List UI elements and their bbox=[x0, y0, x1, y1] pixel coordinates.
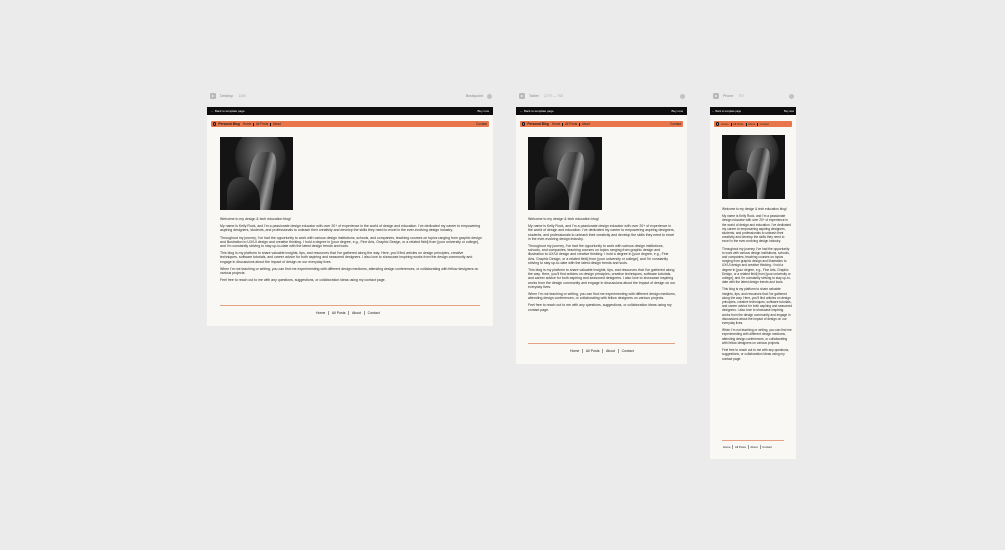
paragraph: Feel free to reach out to me with any questions, suggestions, or collaboration ideas using my contact page. bbox=[528, 303, 672, 312]
paragraph: My name is Kelly Rock, and I'm a passionate design educator with over 20+ of experience in the world of design and education. I've dedicated my career to empowering aspiring designers, students, and professionals to unleash their creativity and develop the skills they need to excel in the ever-evolving design industry. bbox=[528, 224, 675, 241]
footer-divider-mark bbox=[602, 349, 603, 352]
frame-name: Phone bbox=[723, 94, 734, 98]
nav-divider bbox=[746, 123, 747, 126]
buy-now-link[interactable]: Buy now bbox=[671, 109, 683, 113]
footer-home[interactable]: Home bbox=[570, 349, 580, 353]
logo-icon[interactable] bbox=[213, 122, 216, 125]
top-bar bbox=[516, 107, 687, 115]
paragraph: Welcome to my design & tech education blog! bbox=[722, 207, 787, 211]
buy-now-link[interactable]: Buy now bbox=[477, 109, 489, 113]
nav-bar bbox=[211, 121, 489, 127]
paragraph: Throughout my journey, I've had the opportunity to work with various design institutions, schools, and companies, teaching courses on topics ranging from graphic design and illustration to UX/UI design and creative thinking. I hold a degree in [your degree, e.g., Fine Arts, Graphic Design, or a related field] from [your university or college], and I'm constantly striving to stay up-to-date with the latest design trends and tools. bbox=[722, 246, 791, 285]
nav-all-posts[interactable]: All Posts bbox=[733, 122, 744, 126]
frame-name: Desktop bbox=[220, 94, 234, 98]
footer-divider-mark bbox=[760, 445, 761, 448]
desktop-frame-label bbox=[210, 90, 492, 102]
footer-divider bbox=[220, 305, 480, 306]
paragraph: When I'm not teaching or writing, you can find me experimenting with different design mediums, attending design conferences, or collaborating with fellow designers on various projects. bbox=[528, 292, 676, 301]
nav-brand[interactable]: Personal Blog bbox=[218, 122, 240, 126]
profile-photo bbox=[722, 135, 785, 199]
article-body bbox=[722, 207, 792, 364]
breakpoint-label[interactable]: Breakpoint bbox=[465, 94, 483, 98]
gear-icon[interactable] bbox=[680, 94, 685, 99]
footer-divider-mark bbox=[748, 445, 749, 448]
tablet-frame-label bbox=[519, 90, 685, 102]
nav-divider bbox=[757, 123, 758, 126]
gear-icon[interactable] bbox=[487, 94, 492, 99]
nav-about[interactable]: About bbox=[748, 122, 756, 126]
footer-divider-mark bbox=[582, 349, 583, 352]
footer-about[interactable]: About bbox=[750, 445, 758, 449]
footer-nav bbox=[570, 349, 634, 353]
paragraph: Feel free to reach out to me with any questions, suggestions, or collaboration ideas using my contact page. bbox=[722, 348, 790, 361]
desktop-frame bbox=[207, 107, 493, 326]
paragraph: This blog is my platform to share valuable insights, tips, and resources that I've gathered along the way. Here, you'll find articles on design principles, creative techniques, software tutorials, and career advice for both aspiring and seasoned designers. I also love to showcase inspiring works from the design community and engage in discussions about the impact of design on our everyday lives. bbox=[220, 251, 473, 264]
footer-home[interactable]: Home bbox=[723, 445, 731, 449]
phone-frame bbox=[710, 107, 796, 459]
footer-nav bbox=[723, 445, 772, 449]
paragraph: Feel free to reach out to me with any questions, suggestions, or collaboration ideas using my contact page. bbox=[220, 278, 386, 283]
article-body bbox=[220, 217, 482, 285]
paragraph: When I'm not teaching or writing, you can find me experimenting with different design mediums, attending design conferences, or collaborating with fellow designers on various projects. bbox=[722, 328, 792, 345]
nav-about[interactable]: About bbox=[581, 122, 591, 126]
footer-all-posts[interactable]: All Posts bbox=[585, 349, 600, 353]
footer-home[interactable]: Home bbox=[316, 311, 326, 315]
footer-about[interactable]: About bbox=[351, 311, 362, 315]
profile-photo bbox=[528, 137, 602, 210]
nav-home[interactable]: Home bbox=[242, 122, 252, 126]
footer-nav bbox=[316, 311, 380, 315]
nav-divider bbox=[253, 123, 254, 126]
buy-now-link[interactable]: Buy now bbox=[784, 109, 794, 113]
paragraph: My name is Kelly Rock, and I'm a passionate design educator with over 20+ of experience in the world of design and education. I've dedicated my career to empowering aspiring designers, students, and professionals to unleash their creativity and develop the skills they need to excel in the ever-evolving design industry. bbox=[220, 224, 481, 233]
footer-divider-mark bbox=[328, 311, 329, 314]
footer-contact[interactable]: Contact bbox=[367, 311, 380, 315]
footer-divider bbox=[722, 440, 784, 441]
play-icon[interactable] bbox=[210, 93, 216, 99]
phone-frame-label bbox=[713, 90, 794, 102]
paragraph: When I'm not teaching or writing, you can find me experimenting with different design mediums, attending design conferences, or collaborating with fellow designers on various projects. bbox=[220, 266, 479, 276]
top-bar bbox=[207, 107, 493, 115]
footer-divider-mark bbox=[348, 311, 349, 314]
nav-all-posts[interactable]: All Posts bbox=[564, 122, 578, 126]
paragraph: This blog is my platform to share valuable insights, tips, and resources that I've gathered along the way. Here, you'll find articles on design principles, creative techniques, software tutorials, and career advice for both aspiring and seasoned designers. I also love to showcase inspiring works from the design community and engage in discussions about the impact of design on our everyday lives. bbox=[722, 287, 792, 326]
footer-contact[interactable]: Contact bbox=[621, 349, 634, 353]
profile-photo bbox=[220, 137, 293, 210]
play-icon[interactable] bbox=[713, 93, 719, 99]
play-icon[interactable] bbox=[519, 93, 525, 99]
nav-about[interactable]: About bbox=[272, 122, 282, 126]
footer-all-posts[interactable]: All Posts bbox=[331, 311, 346, 315]
paragraph: Throughout my journey, I've had the opportunity to work with various design institutions, schools, and companies, teaching courses on topics ranging from graphic design and illustration to UX/UI design and creative thinking. I hold a degree in [your degree, e.g., Fine Arts, Graphic Design, or a related field] from [your university or college], and I'm constantly striving to stay up-to-date with the latest design trends and tools. bbox=[528, 244, 669, 265]
frame-size: 1279 — 768 bbox=[543, 94, 564, 98]
frame-size: 1280 bbox=[238, 94, 247, 98]
nav-contact[interactable]: Contact bbox=[670, 122, 681, 126]
back-link[interactable]: ← Back to template page bbox=[712, 109, 742, 113]
paragraph: My name is Kelly Rock, and I'm a passionate design educator with over 20+ of experience in the world of design and education. I've dedicated my career to empowering aspiring designers, students, and professionals to unleash their creativity and develop the skills they need to excel in the ever-evolving design industry. bbox=[722, 214, 792, 244]
footer-divider bbox=[528, 343, 675, 344]
top-bar bbox=[710, 107, 796, 115]
footer-divider-mark bbox=[618, 349, 619, 352]
footer-divider-mark bbox=[364, 311, 365, 314]
nav-divider bbox=[731, 123, 732, 126]
footer-all-posts[interactable]: All Posts bbox=[734, 445, 746, 449]
nav-bar bbox=[520, 121, 683, 127]
back-link[interactable]: ← Back to template page bbox=[211, 109, 245, 113]
paragraph: Throughout my journey, I've had the opportunity to work with various design institutions, schools, and companies, teaching courses on topics ranging from graphic design and illustration to UX/UI design and creative thinking. I hold a degree in [your degree, e.g., Fine Arts, Graphic Design, or a related field] from [your university or college], and I'm constantly striving to stay up-to-date with the latest design trends and tools. bbox=[220, 235, 482, 249]
frame-size: 767 bbox=[738, 94, 745, 98]
paragraph: Welcome to my design & tech education blog! bbox=[220, 217, 291, 221]
footer-contact[interactable]: Contact bbox=[762, 445, 772, 449]
tablet-frame bbox=[516, 107, 687, 364]
nav-home[interactable]: Home bbox=[721, 122, 729, 126]
article-body bbox=[528, 217, 676, 315]
paragraph: Welcome to my design & tech education blog! bbox=[528, 217, 599, 221]
logo-icon[interactable] bbox=[522, 122, 525, 125]
nav-divider bbox=[562, 123, 563, 126]
nav-contact[interactable]: Contact bbox=[759, 122, 769, 126]
footer-about[interactable]: About bbox=[605, 349, 616, 353]
nav-contact[interactable]: Contact bbox=[476, 122, 487, 126]
footer-divider-mark bbox=[732, 445, 733, 448]
back-link[interactable]: ← Back to template page bbox=[520, 109, 554, 113]
nav-bar bbox=[714, 121, 792, 127]
nav-all-posts[interactable]: All Posts bbox=[255, 122, 269, 126]
logo-icon[interactable] bbox=[716, 122, 719, 125]
frame-name: Tablet bbox=[529, 94, 539, 98]
nav-divider bbox=[270, 123, 271, 126]
nav-home[interactable]: Home bbox=[551, 122, 561, 126]
paragraph: This blog is my platform to share valuable insights, tips, and resources that I've gathered along the way. Here, you'll find articles on design principles, creative techniques, software tutorials, and career advice for both aspiring and seasoned designers. I also love to showcase inspiring works from the design community and engage in discussions about the impact of design on our everyday lives. bbox=[528, 268, 676, 289]
nav-brand[interactable]: Personal Blog bbox=[527, 122, 549, 126]
nav-divider bbox=[579, 123, 580, 126]
gear-icon[interactable] bbox=[789, 94, 794, 99]
